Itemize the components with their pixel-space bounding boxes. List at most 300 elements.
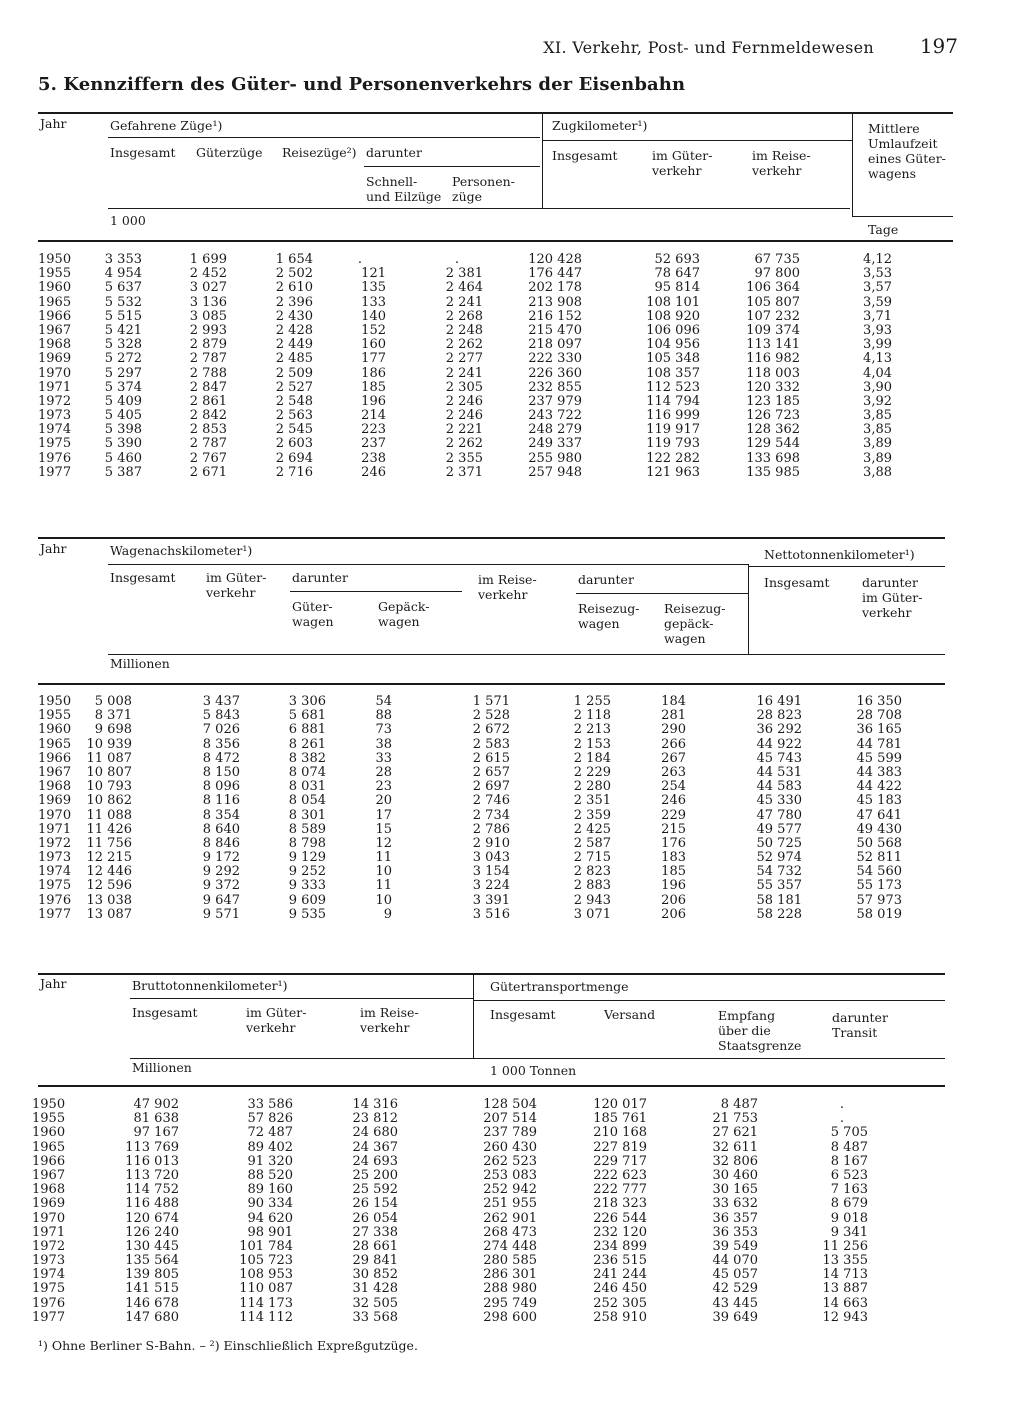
im-gueter-cell: 8 116 — [202, 793, 240, 809]
table-row — [0, 1212, 1024, 1226]
year-cell: 1976 — [38, 450, 72, 466]
table-row — [0, 466, 1024, 480]
table-row — [0, 367, 1024, 381]
gt-insgesamt-cell: 288 980 — [483, 1281, 537, 1297]
t2-im-gueter-label: im Güter- verkehr — [206, 570, 267, 600]
im-gueter-cell: 114 173 — [239, 1295, 293, 1311]
schnellzuege-cell: 121 — [361, 266, 386, 282]
zugkm-insgesamt-cell: 176 447 — [528, 266, 582, 282]
gueterzuege-cell: 2 767 — [189, 450, 227, 466]
zugkm-gueter-cell: 119 793 — [646, 436, 700, 452]
personenzuege-cell: 2 355 — [445, 450, 483, 466]
empfang-cell: 39 649 — [712, 1309, 758, 1325]
year-cell: 1972 — [32, 1238, 66, 1254]
im-gueter-cell: 3 437 — [202, 694, 240, 709]
transit-cell: 11 256 — [822, 1238, 868, 1254]
table-title: 5. Kennziffern des Güter- und Personenverkehrs der Eisenbahn — [38, 74, 686, 95]
personenzuege-cell: 2 248 — [445, 322, 483, 338]
umlaufzeit-cell: 3,57 — [863, 280, 892, 296]
schnellzuege-cell: 177 — [361, 351, 386, 367]
im-gueter-cell: 9 372 — [202, 878, 240, 894]
table-3-body — [0, 1098, 1024, 1325]
umlaufzeit-cell: 4,13 — [863, 351, 892, 367]
zugkm-gueter-cell: 108 101 — [646, 294, 700, 310]
reisezug-gepaeck-cell: 229 — [661, 807, 686, 823]
t1-divider — [852, 112, 853, 216]
reisezuege-cell: 2 716 — [275, 464, 313, 480]
t2-rule — [290, 591, 462, 592]
insgesamt-cell: 139 805 — [125, 1267, 179, 1283]
table-row — [0, 452, 1024, 466]
empfang-cell: 27 621 — [712, 1125, 758, 1141]
t2-millionen-label: Millionen — [110, 656, 170, 671]
reisezugwagen-cell: 2 213 — [573, 722, 611, 738]
insgesamt-cell: 135 564 — [125, 1253, 179, 1269]
im-gueter-cell: 101 784 — [239, 1238, 293, 1254]
zugkm-gueter-cell: 121 963 — [646, 464, 700, 480]
gepaeckwagen-cell: 23 — [375, 779, 392, 795]
netto-gueter-cell: 47 641 — [856, 807, 902, 823]
umlaufzeit-cell: 4,04 — [863, 365, 892, 381]
table-row — [0, 1311, 1024, 1325]
year-cell: 1969 — [38, 351, 72, 367]
gepaeckwagen-cell: 11 — [375, 878, 392, 894]
zugkm-insgesamt-cell: 216 152 — [528, 308, 582, 324]
insgesamt-cell: 5 421 — [104, 322, 142, 338]
year-cell: 1972 — [38, 835, 72, 851]
insgesamt-cell: 5 398 — [104, 422, 142, 438]
gt-insgesamt-cell: 237 789 — [483, 1125, 537, 1141]
gueterzuege-cell: 2 671 — [189, 464, 227, 480]
netto-insgesamt-cell: 36 292 — [756, 722, 802, 738]
empfang-cell: 32 611 — [712, 1139, 758, 1155]
year-cell: 1966 — [38, 308, 72, 324]
year-cell: 1960 — [38, 280, 72, 296]
gueterwagen-cell: 8 382 — [288, 750, 326, 766]
versand-cell: 252 305 — [593, 1295, 647, 1311]
t2-reisezug-gepaeck-label: Reisezug- gepäck- wagen — [664, 601, 726, 646]
insgesamt-cell: 10 807 — [86, 764, 132, 780]
transit-cell: 12 943 — [822, 1309, 868, 1325]
reisezug-gepaeck-cell: 246 — [661, 793, 686, 809]
im-gueter-cell: 88 520 — [247, 1167, 293, 1183]
netto-insgesamt-cell: 44 583 — [756, 779, 802, 795]
t3-divider — [473, 973, 474, 1058]
t1-rule — [542, 140, 852, 141]
t2-netto-darunter-label: darunter im Güter- verkehr — [862, 575, 923, 620]
table-row — [0, 1126, 1024, 1140]
t2-reisezug-label: Reisezug- wagen — [578, 601, 640, 631]
personenzuege-cell: 2 381 — [445, 266, 483, 282]
im-reise-cell: 2 910 — [472, 835, 510, 851]
reisezugwagen-cell: 3 071 — [573, 906, 611, 922]
schnellzuege-cell: 246 — [361, 464, 386, 480]
zugkm-insgesamt-cell: 232 855 — [528, 379, 582, 395]
t3-jahr-label: Jahr — [40, 976, 67, 991]
zugkm-insgesamt-cell: 120 428 — [528, 252, 582, 267]
table-row — [0, 695, 1024, 709]
personenzuege-cell: . — [454, 252, 460, 267]
umlaufzeit-cell: 3,71 — [863, 308, 892, 324]
umlaufzeit-cell: 3,88 — [863, 464, 892, 480]
schnellzuege-cell: . — [357, 252, 363, 267]
gepaeckwagen-cell: 33 — [375, 750, 392, 766]
gueterzuege-cell: 2 788 — [189, 365, 227, 381]
empfang-cell: 8 487 — [720, 1097, 758, 1112]
zugkm-gueter-cell: 104 956 — [646, 337, 700, 353]
zugkm-gueter-cell: 116 999 — [646, 408, 700, 424]
gueterwagen-cell: 8 261 — [288, 736, 326, 752]
t1-umlauf-label: Mittlere Umlaufzeit eines Güter- wagens — [868, 121, 946, 181]
gt-insgesamt-cell: 286 301 — [483, 1267, 537, 1283]
t1-rule — [108, 137, 540, 138]
reisezug-gepaeck-cell: 184 — [661, 694, 686, 709]
gt-insgesamt-cell: 268 473 — [483, 1224, 537, 1240]
table-row — [0, 1183, 1024, 1197]
table-row — [0, 780, 1024, 794]
im-reise-cell: 2 697 — [472, 779, 510, 795]
netto-insgesamt-cell: 49 577 — [756, 821, 802, 837]
year-cell: 1967 — [38, 322, 72, 338]
t2-rule — [748, 566, 945, 567]
insgesamt-cell: 5 460 — [104, 450, 142, 466]
transit-cell: 8 487 — [830, 1139, 868, 1155]
versand-cell: 229 717 — [593, 1153, 647, 1169]
insgesamt-cell: 146 678 — [125, 1295, 179, 1311]
im-reise-cell: 28 661 — [352, 1238, 398, 1254]
im-gueter-cell: 108 953 — [239, 1267, 293, 1283]
transit-cell: 13 355 — [822, 1253, 868, 1269]
gepaeckwagen-cell: 38 — [375, 736, 392, 752]
insgesamt-cell: 97 167 — [133, 1125, 179, 1141]
im-gueter-cell: 7 026 — [202, 722, 240, 738]
year-cell: 1966 — [32, 1153, 66, 1169]
im-gueter-cell: 94 620 — [247, 1210, 293, 1226]
gepaeckwagen-cell: 28 — [375, 764, 392, 780]
im-reise-cell: 32 505 — [352, 1295, 398, 1311]
empfang-cell: 36 357 — [712, 1210, 758, 1226]
insgesamt-cell: 12 446 — [86, 864, 132, 880]
schnellzuege-cell: 237 — [361, 436, 386, 452]
t1-zk-insgesamt-label: Insgesamt — [552, 148, 618, 163]
versand-cell: 120 017 — [593, 1097, 647, 1112]
empfang-cell: 39 549 — [712, 1238, 758, 1254]
t2-wagenachs-label: Wagenachskilometer¹) — [110, 543, 253, 558]
im-gueter-cell: 110 087 — [239, 1281, 293, 1297]
gueterwagen-cell: 6 881 — [288, 722, 326, 738]
transit-cell: . — [839, 1097, 845, 1112]
insgesamt-cell: 5 328 — [104, 337, 142, 353]
gueterzuege-cell: 2 787 — [189, 436, 227, 452]
reisezuege-cell: 2 485 — [275, 351, 313, 367]
t1-schnell-label: Schnell- und Eilzüge — [366, 174, 442, 204]
im-gueter-cell: 8 354 — [202, 807, 240, 823]
personenzuege-cell: 2 241 — [445, 294, 483, 310]
insgesamt-cell: 116 488 — [125, 1196, 179, 1212]
insgesamt-cell: 13 087 — [86, 906, 132, 922]
reisezug-gepaeck-cell: 183 — [661, 850, 686, 866]
gueterwagen-cell: 9 252 — [288, 864, 326, 880]
t3-gueter-menge-label: Gütertransportmenge — [490, 979, 629, 994]
zugkm-reise-cell: 129 544 — [746, 436, 800, 452]
netto-gueter-cell: 58 019 — [856, 906, 902, 922]
zugkm-reise-cell: 97 800 — [754, 266, 800, 282]
netto-gueter-cell: 49 430 — [856, 821, 902, 837]
table-row — [0, 1268, 1024, 1282]
t2-rule — [108, 564, 748, 565]
t2-darunter1-label: darunter — [292, 570, 348, 585]
reisezug-gepaeck-cell: 267 — [661, 750, 686, 766]
netto-insgesamt-cell: 54 732 — [756, 864, 802, 880]
versand-cell: 234 899 — [593, 1238, 647, 1254]
footnote: ¹) Ohne Berliner S-Bahn. – ²) Einschließlich Expreßgutzüge. — [38, 1338, 418, 1353]
im-gueter-cell: 33 586 — [247, 1097, 293, 1112]
umlaufzeit-cell: 3,85 — [863, 408, 892, 424]
t2-gepaeck-label: Gepäck- wagen — [378, 599, 430, 629]
netto-insgesamt-cell: 50 725 — [756, 835, 802, 851]
transit-cell: 8 679 — [830, 1196, 868, 1212]
zugkm-reise-cell: 128 362 — [746, 422, 800, 438]
t2-rule — [576, 593, 748, 594]
table-row — [0, 879, 1024, 893]
gueterwagen-cell: 3 306 — [288, 694, 326, 709]
im-gueter-cell: 9 172 — [202, 850, 240, 866]
t1-divider — [542, 112, 543, 208]
zugkm-reise-cell: 118 003 — [746, 365, 800, 381]
gepaeckwagen-cell: 20 — [375, 793, 392, 809]
reisezuege-cell: 2 449 — [275, 337, 313, 353]
im-gueter-cell: 8 472 — [202, 750, 240, 766]
zugkm-insgesamt-cell: 255 980 — [528, 450, 582, 466]
insgesamt-cell: 116 013 — [125, 1153, 179, 1169]
schnellzuege-cell: 185 — [361, 379, 386, 395]
year-cell: 1965 — [32, 1139, 66, 1155]
year-cell: 1970 — [38, 807, 72, 823]
t1-zk-reise-label: im Reise- verkehr — [752, 148, 811, 178]
empfang-cell: 42 529 — [712, 1281, 758, 1297]
zugkm-reise-cell: 133 698 — [746, 450, 800, 466]
year-cell: 1950 — [32, 1097, 66, 1112]
gueterzuege-cell: 2 847 — [189, 379, 227, 395]
gepaeckwagen-cell: 17 — [375, 807, 392, 823]
t1-rule — [364, 166, 540, 167]
im-reise-cell: 2 583 — [472, 736, 510, 752]
umlaufzeit-cell: 4,12 — [863, 252, 892, 267]
table-1-body — [0, 253, 1024, 480]
gueterwagen-cell: 9 535 — [288, 906, 326, 922]
t2-gueterwagen-label: Güter- wagen — [292, 599, 334, 629]
netto-gueter-cell: 52 811 — [856, 850, 902, 866]
table-row — [0, 709, 1024, 723]
year-cell: 1973 — [38, 850, 72, 866]
umlaufzeit-cell: 3,99 — [863, 337, 892, 353]
empfang-cell: 21 753 — [712, 1111, 758, 1127]
gueterwagen-cell: 8 301 — [288, 807, 326, 823]
year-cell: 1968 — [38, 779, 72, 795]
t3-versand-label: Versand — [604, 1007, 656, 1022]
empfang-cell: 30 165 — [712, 1182, 758, 1198]
zugkm-insgesamt-cell: 237 979 — [528, 393, 582, 409]
t3-transit-label: darunter Transit — [832, 1010, 888, 1040]
transit-cell: 14 713 — [822, 1267, 868, 1283]
im-reise-cell: 23 812 — [352, 1111, 398, 1127]
table-row — [0, 1197, 1024, 1211]
netto-gueter-cell: 45 599 — [856, 750, 902, 766]
table-row — [0, 1112, 1024, 1126]
umlaufzeit-cell: 3,93 — [863, 322, 892, 338]
zugkm-reise-cell: 105 807 — [746, 294, 800, 310]
gueterwagen-cell: 8 031 — [288, 779, 326, 795]
insgesamt-cell: 47 902 — [133, 1097, 179, 1112]
reisezug-gepaeck-cell: 176 — [661, 835, 686, 851]
table-row — [0, 1254, 1024, 1268]
year-cell: 1950 — [38, 252, 72, 267]
t2-netto-insgesamt-label: Insgesamt — [764, 575, 830, 590]
insgesamt-cell: 5 637 — [104, 280, 142, 296]
reisezug-gepaeck-cell: 215 — [661, 821, 686, 837]
table-row — [0, 1098, 1024, 1112]
personenzuege-cell: 2 241 — [445, 365, 483, 381]
im-reise-cell: 3 516 — [472, 906, 510, 922]
reisezug-gepaeck-cell: 206 — [661, 892, 686, 908]
zugkm-insgesamt-cell: 213 908 — [528, 294, 582, 310]
im-gueter-cell: 8 096 — [202, 779, 240, 795]
year-cell: 1950 — [38, 694, 72, 709]
personenzuege-cell: 2 268 — [445, 308, 483, 324]
year-cell: 1976 — [38, 892, 72, 908]
t2-darunter2-label: darunter — [578, 572, 634, 587]
im-reise-cell: 3 391 — [472, 892, 510, 908]
im-gueter-cell: 114 112 — [239, 1309, 293, 1325]
insgesamt-cell: 13 038 — [86, 892, 132, 908]
reisezug-gepaeck-cell: 185 — [661, 864, 686, 880]
year-cell: 1969 — [32, 1196, 66, 1212]
insgesamt-cell: 11 088 — [86, 807, 132, 823]
year-cell: 1977 — [38, 464, 72, 480]
zugkm-reise-cell: 106 364 — [746, 280, 800, 296]
zugkm-insgesamt-cell: 243 722 — [528, 408, 582, 424]
year-cell: 1965 — [38, 294, 72, 310]
table-row — [0, 1297, 1024, 1311]
personenzuege-cell: 2 305 — [445, 379, 483, 395]
im-reise-cell: 26 054 — [352, 1210, 398, 1226]
zugkm-reise-cell: 109 374 — [746, 322, 800, 338]
table-row — [0, 723, 1024, 737]
year-cell: 1975 — [32, 1281, 66, 1297]
table-row — [0, 823, 1024, 837]
year-cell: 1973 — [32, 1253, 66, 1269]
im-gueter-cell: 8 150 — [202, 764, 240, 780]
t1-zugkilometer-label: Zugkilometer¹) — [552, 118, 648, 133]
t1-gueterzuege-label: Güterzüge — [196, 145, 263, 160]
gueterwagen-cell: 8 589 — [288, 821, 326, 837]
year-cell: 1974 — [38, 422, 72, 438]
reisezugwagen-cell: 2 715 — [573, 850, 611, 866]
reisezugwagen-cell: 2 280 — [573, 779, 611, 795]
netto-insgesamt-cell: 58 228 — [756, 906, 802, 922]
year-cell: 1967 — [32, 1167, 66, 1183]
gepaeckwagen-cell: 9 — [383, 906, 392, 922]
gueterwagen-cell: 9 609 — [288, 892, 326, 908]
table-row — [0, 837, 1024, 851]
reisezugwagen-cell: 1 255 — [573, 694, 611, 709]
zugkm-gueter-cell: 106 096 — [646, 322, 700, 338]
insgesamt-cell: 5 272 — [104, 351, 142, 367]
gepaeckwagen-cell: 10 — [375, 864, 392, 880]
reisezugwagen-cell: 2 425 — [573, 821, 611, 837]
im-reise-cell: 33 568 — [352, 1309, 398, 1325]
t2-netto-label: Nettotonnenkilometer¹) — [764, 547, 915, 562]
year-cell: 1955 — [38, 266, 72, 282]
versand-cell: 185 761 — [593, 1111, 647, 1127]
gt-insgesamt-cell: 262 901 — [483, 1210, 537, 1226]
t3-brutto-label: Bruttotonnenkilometer¹) — [132, 978, 288, 993]
insgesamt-cell: 113 720 — [125, 1167, 179, 1183]
reisezug-gepaeck-cell: 254 — [661, 779, 686, 795]
year-cell: 1960 — [38, 722, 72, 738]
gueterwagen-cell: 9 333 — [288, 878, 326, 894]
gt-insgesamt-cell: 262 523 — [483, 1153, 537, 1169]
table-row — [0, 437, 1024, 451]
im-reise-cell: 3 043 — [472, 850, 510, 866]
table-row — [0, 281, 1024, 295]
im-reise-cell: 3 224 — [472, 878, 510, 894]
schnellzuege-cell: 152 — [361, 322, 386, 338]
zugkm-gueter-cell: 114 794 — [646, 393, 700, 409]
transit-cell: . — [839, 1111, 845, 1127]
t3-im-reise-label: im Reise- verkehr — [360, 1005, 419, 1035]
t1-zk-gueter-label: im Güter- verkehr — [652, 148, 713, 178]
zugkm-gueter-cell: 112 523 — [646, 379, 700, 395]
year-cell: 1968 — [38, 337, 72, 353]
insgesamt-cell: 10 939 — [86, 736, 132, 752]
table-row — [0, 253, 1024, 267]
t3-tonnen-label: 1 000 Tonnen — [490, 1063, 577, 1078]
im-gueter-cell: 9 292 — [202, 864, 240, 880]
year-cell: 1955 — [32, 1111, 66, 1127]
t2-jahr-label: Jahr — [40, 541, 67, 556]
reisezuege-cell: 2 545 — [275, 422, 313, 438]
netto-insgesamt-cell: 45 330 — [756, 793, 802, 809]
t1-rule — [852, 216, 953, 217]
table-3-head-rule — [38, 1085, 945, 1087]
gueterzuege-cell: 2 452 — [189, 266, 227, 282]
table-row — [0, 766, 1024, 780]
transit-cell: 9 018 — [830, 1210, 868, 1226]
netto-gueter-cell: 44 781 — [856, 736, 902, 752]
t1-gefahrene-zuege-label: Gefahrene Züge¹) — [110, 118, 223, 133]
year-cell: 1976 — [32, 1295, 66, 1311]
im-gueter-cell: 89 160 — [247, 1182, 293, 1198]
schnellzuege-cell: 238 — [361, 450, 386, 466]
insgesamt-cell: 5 515 — [104, 308, 142, 324]
insgesamt-cell: 5 008 — [94, 694, 132, 709]
insgesamt-cell: 11 087 — [86, 750, 132, 766]
reisezugwagen-cell: 2 351 — [573, 793, 611, 809]
insgesamt-cell: 11 426 — [86, 821, 132, 837]
insgesamt-cell: 4 954 — [104, 266, 142, 282]
netto-insgesamt-cell: 44 922 — [756, 736, 802, 752]
im-reise-cell: 24 693 — [352, 1153, 398, 1169]
insgesamt-cell: 5 387 — [104, 464, 142, 480]
gueterzuege-cell: 2 842 — [189, 408, 227, 424]
t2-insgesamt-label: Insgesamt — [110, 570, 176, 585]
insgesamt-cell: 126 240 — [125, 1224, 179, 1240]
netto-gueter-cell: 55 173 — [856, 878, 902, 894]
personenzuege-cell: 2 262 — [445, 337, 483, 353]
zugkm-insgesamt-cell: 218 097 — [528, 337, 582, 353]
empfang-cell: 32 806 — [712, 1153, 758, 1169]
